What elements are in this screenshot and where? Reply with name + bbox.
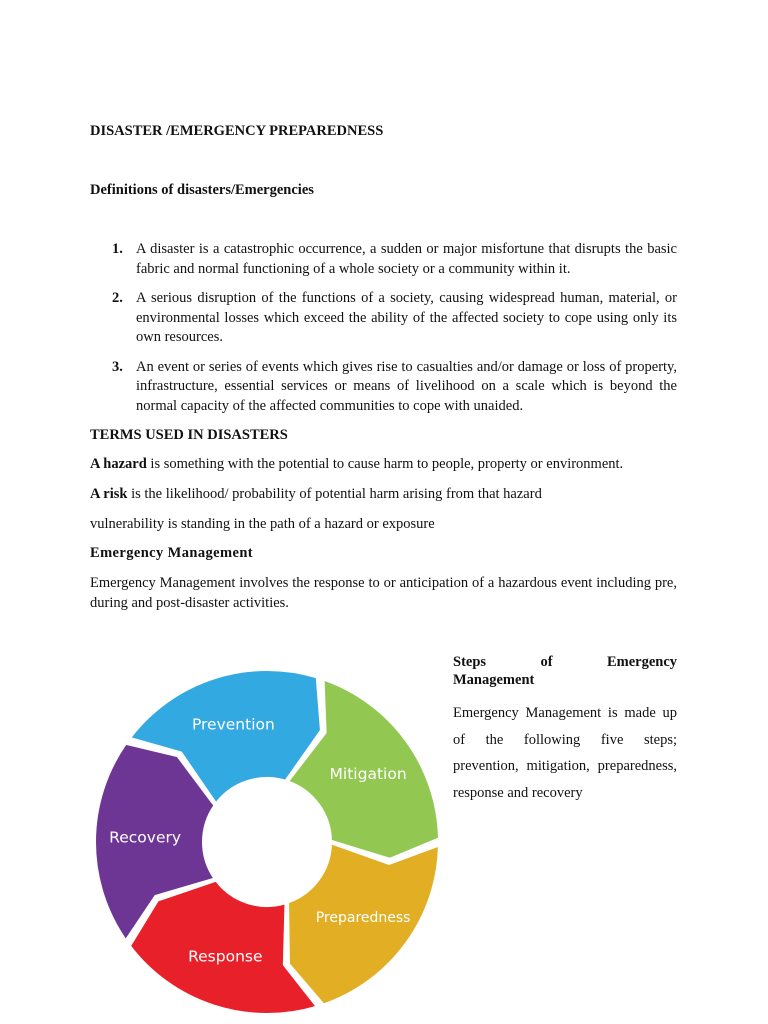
emergency-management-text: Emergency Management involves the response to or anticipation of a hazardous event including pre, during and post-disaster activities. <box>90 575 677 611</box>
definition-text: A disaster is a catastrophic occurrence, a sudden or major misfortune that disrupts the basic fabric and normal functioning of a whole society or a community within it. <box>136 241 677 277</box>
steps-text: Emergency Management is made up of the following five steps; prevention, mitigation, preparedness, response and recovery <box>453 705 677 801</box>
risk-definition <box>90 485 677 505</box>
risk-text: is the likelihood/ probability of potential harm arising from that hazard <box>127 486 542 502</box>
definition-number: 3. <box>112 358 123 375</box>
emergency-management-heading: Emergency Management <box>90 545 254 561</box>
definition-text: A serious disruption of the functions of a society, causing widespread human, material, or environmental losses which exceed the ability of the affected society to cope using only its own resources. <box>136 290 677 345</box>
document-title: DISASTER /EMERGENCY PREPAREDNESS <box>90 123 384 139</box>
hazard-term: A hazard <box>90 456 147 472</box>
definition-item <box>90 358 677 417</box>
hazard-text: is something with the potential to cause harm to people, property or environment. <box>146 456 624 472</box>
cycle-label-recovery: Recovery <box>109 828 182 847</box>
definitions-heading: Definitions of disasters/Emergencies <box>90 182 314 198</box>
definition-number: 2. <box>112 290 123 306</box>
definition-item <box>90 240 677 279</box>
cycle-label-preparedness: Preparedness <box>315 910 411 927</box>
terms-heading: TERMS USED IN DISASTERS <box>90 427 288 443</box>
steps-heading-line: Steps of Emergency <box>453 654 677 670</box>
steps-section <box>453 653 677 806</box>
emergency-management-cycle-diagram <box>94 664 440 1020</box>
cycle-label-prevention: Prevention <box>191 715 275 734</box>
definition-text: An event or series of events which gives rise to casualties and/or damage or loss of property, infrastructure, essential services or means of livelihood on a scale which is beyond the normal capacity of the affected communities to cope with unaided. <box>136 358 677 414</box>
steps-heading-line: Management <box>453 672 535 688</box>
risk-term: A risk <box>90 486 128 502</box>
cycle-label-response: Response <box>188 947 263 966</box>
cycle-label-mitigation: Mitigation <box>329 764 407 783</box>
definition-item <box>90 289 677 348</box>
steps-heading <box>453 653 677 689</box>
hazard-definition <box>90 455 677 475</box>
definition-number: 1. <box>112 241 123 257</box>
vulnerability-definition: vulnerability is standing in the path of a hazard or exposure <box>90 516 435 532</box>
definitions-list <box>90 240 677 426</box>
